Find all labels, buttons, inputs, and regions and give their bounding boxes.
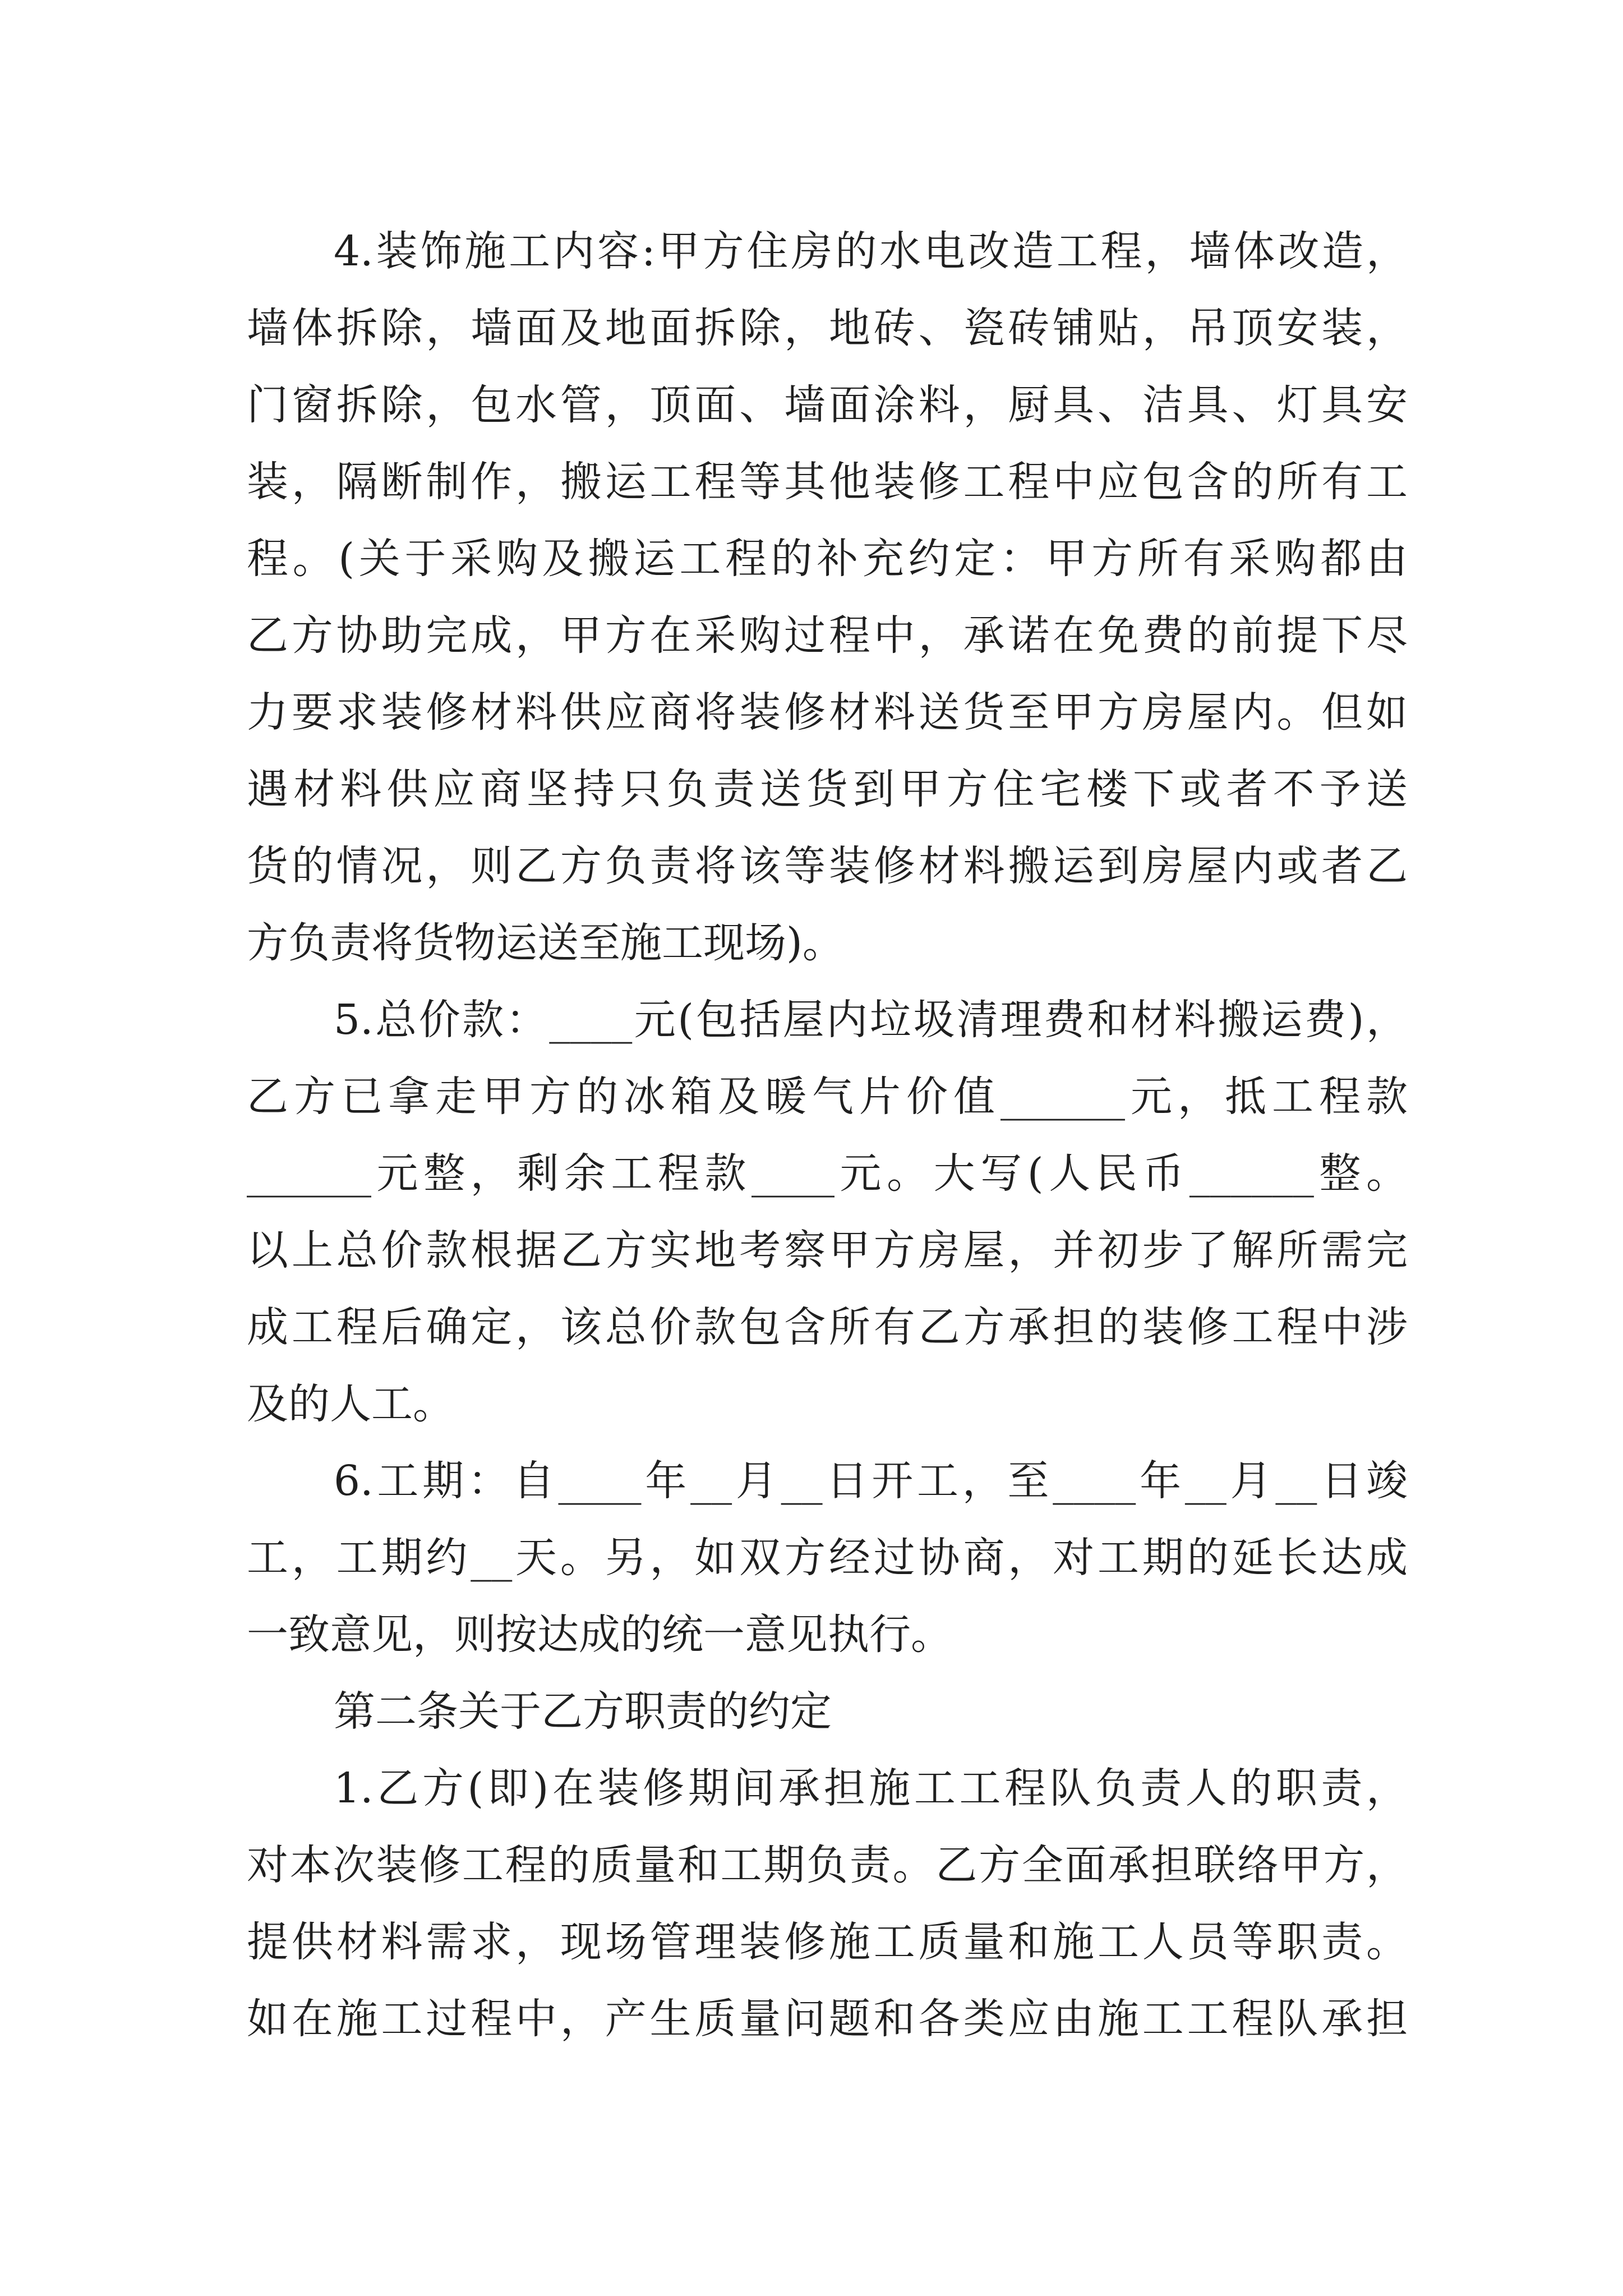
text-line: 对本次装修工程的质量和工期负责。乙方全面承担联络甲方，: [247, 1841, 1408, 1889]
text-line: 装，隔断制作，搬运工程等其他装修工程中应包含的所有工: [247, 458, 1408, 506]
text-line: 墙体拆除，墙面及地面拆除，地砖、瓷砖铺贴，吊顶安装，: [247, 304, 1408, 352]
text-line: 以上总价款根据乙方实地考察甲方房屋，并初步了解所需完: [247, 1226, 1408, 1274]
contract-body-text: [247, 213, 1408, 2058]
text-line: ______元整，剩余工程款____元。大写(人民币______整。: [247, 1149, 1408, 1198]
text-line: 4.装饰施工内容:甲方住房的水电改造工程，墙体改造，: [334, 227, 1408, 275]
text-line: 6.工期：自____年__月__日开工，至____年__月__日竣: [334, 1457, 1408, 1505]
text-line: 遇材料供应商坚持只负责送货到甲方住宅楼下或者不予送: [247, 765, 1408, 813]
text-line: 程。(关于采购及搬运工程的补充约定：甲方所有采购都由: [247, 535, 1408, 583]
section-heading: 第二条关于乙方职责的约定: [334, 1687, 832, 1736]
text-line: 1.乙方(即)在装修期间承担施工工程队负责人的职责，: [334, 1764, 1408, 1812]
text-line: 及的人工。: [247, 1380, 454, 1428]
text-line: 工，工期约__天。另，如双方经过协商，对工期的延长达成: [247, 1534, 1408, 1582]
text-line: 成工程后确定，该总价款包含所有乙方承担的装修工程中涉: [247, 1303, 1408, 1351]
text-line: 方负责将货物运送至施工现场)。: [247, 919, 844, 967]
text-line: 门窗拆除，包水管，顶面、墙面涂料，厨具、洁具、灯具安: [247, 381, 1408, 429]
text-line: 一致意见，则按达成的统一意见执行。: [247, 1611, 952, 1659]
text-line: 乙方已拿走甲方的冰箱及暖气片价值______元，抵工程款: [247, 1073, 1408, 1121]
text-line: 如在施工过程中，产生质量问题和各类应由施工工程队承担: [247, 1995, 1408, 2043]
text-line: 货的情况，则乙方负责将该等装修材料搬运到房屋内或者乙: [247, 842, 1408, 890]
text-line: 5.总价款：____元(包括屋内垃圾清理费和材料搬运费)，: [334, 996, 1408, 1044]
text-line: 力要求装修材料供应商将装修材料送货至甲方房屋内。但如: [247, 688, 1408, 737]
text-line: 乙方协助完成，甲方在采购过程中，承诺在免费的前提下尽: [247, 611, 1408, 660]
text-line: 提供材料需求，现场管理装修施工质量和施工人员等职责。: [247, 1918, 1408, 1966]
